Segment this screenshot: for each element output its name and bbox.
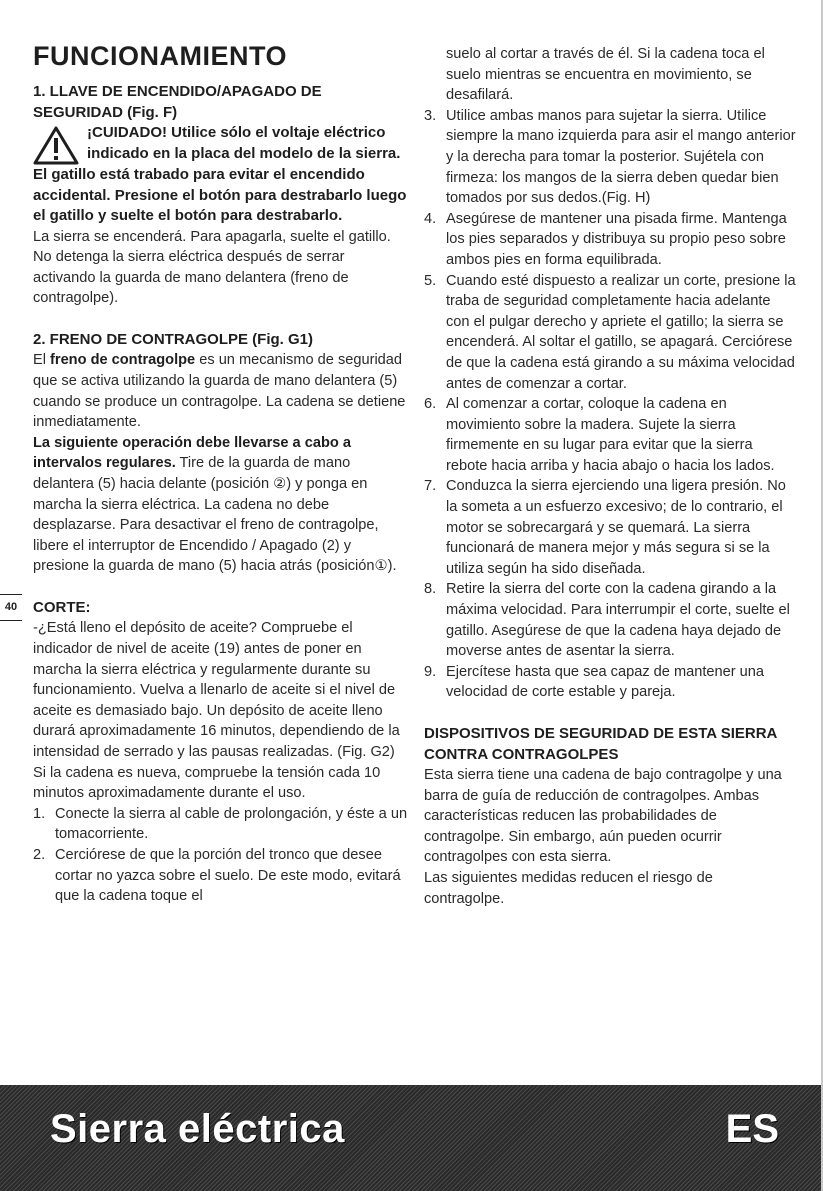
paragraph: La sierra se encenderá. Para apagarla, suelte el gatillo. <box>33 228 391 245</box>
paragraph: -¿Está lleno el depósito de aceite? Compruebe el indicador de nivel de aceite (19) antes de poner en marcha la sierra eléctrica y regularmente durante su funcionamiento. Vuelva a llenarlo de aceite si el nivel de aceite es demasiado bajo. Un depósito de aceite lleno durará aproximadamente 16 minutos, dependiendo de la intensidad de serrado y las pausas realizadas. (Fig. G2) <box>33 620 400 760</box>
list-item: 5. Cuando esté dispuesto a realizar un corte, presione la traba de seguridad completamente hacia adelante con el pulgar derecho y apriete el gatillo; la sierra se encenderá. Al soltar el gatillo, se apagará. Cerciórese de que la cadena está girando a su máxima velocidad antes de comenzar a cortar. <box>424 272 796 392</box>
paragraph: Las siguientes medidas reducen el riesgo de contragolpe. <box>424 869 713 907</box>
list-item: 1. Conecte la sierra al cable de prolongación, y éste a un tomacorriente. <box>33 805 408 843</box>
section-heading-safety-switch: 1. LLAVE DE ENCENDIDO/APAGADO DE SEGURIDAD (Fig. F) <box>33 83 322 121</box>
list-item: 2. Cerciórese de que la porción del tronco que desee cortar no yazca sobre el suelo. De este modo, evitará que la cadena toque el <box>33 846 401 905</box>
warning-block <box>33 123 409 165</box>
warning-text: ¡CUIDADO! Utilice sólo el voltaje eléctrico indicado en la placa del modelo de la sierra. <box>87 124 401 162</box>
trigger-lock-note: El gatillo está trabado para evitar el encendido accidental. Presione el botón para destrabarlo luego el gatillo y suelte el botón para destrabarlo. <box>33 166 407 224</box>
section-heading-cutting: CORTE: <box>33 598 91 616</box>
warning-triangle-icon <box>33 125 79 165</box>
paragraph: El freno de contragolpe es un mecanismo de seguridad que se activa utilizando la guarda de mano delantera (5) cuando se produce un contragolpe. La cadena se detiene inmediatamente. <box>33 352 406 431</box>
right-column <box>424 44 796 909</box>
page-title: FUNCIONAMIENTO <box>33 41 287 71</box>
list-item: 7. Conduzca la sierra ejerciendo una ligera presión. No la someta a un esfuerzo excesivo; de lo contrario, el motor se sobrecargará y se quemará. La sierra funcionará de manera mejor y más segura si se la utiliza según ha sido diseñada. <box>424 478 786 577</box>
paragraph-continuation: suelo al cortar a través de él. Si la cadena toca el suelo mientras se encuentra en movimiento, se desafilará. <box>446 46 765 104</box>
section-heading-safety-devices: DISPOSITIVOS DE SEGURIDAD DE ESTA SIERRA CONTRA CONTRAGOLPES <box>424 725 777 763</box>
left-column <box>33 40 409 907</box>
footer-language-code: ES <box>725 1107 779 1151</box>
steps-list-left <box>33 804 409 907</box>
page-number: 40 <box>0 594 22 621</box>
list-item: 4. Asegúrese de mantener una pisada firme. Mantenga los pies separados y distribuya su propio peso sobre ambos pies en forma equilibrada. <box>424 210 787 268</box>
section-heading-kickback-brake: 2. FRENO DE CONTRAGOLPE (Fig. G1) <box>33 330 314 348</box>
paragraph: No detenga la sierra eléctrica después de serrar activando la guarda de mano delantera (freno de contragolpe). <box>33 249 349 307</box>
list-item: 9. Ejercítese hasta que sea capaz de mantener una velocidad de corte estable y pareja. <box>424 663 765 701</box>
paragraph: La siguiente operación debe llevarse a cabo a intervalos regulares. Tire de la guarda de mano delantera (5) hacia delante (posición ②) y ponga en marcha la sierra eléctrica. La cadena no debe desplazarse. Para desactivar el freno de contragolpe, libere el interruptor de Encendido / Apagado (2) y presione la guarda de mano (5) hacia atrás (posición①). <box>33 434 397 575</box>
paragraph: Esta sierra tiene una cadena de bajo contragolpe y una barra de guía de reducción de contragolpes. Ambas características reducen las probabilidades de contragolpe. Sin embargo, aún pueden ocurrir contragolpes con esta sierra. <box>424 767 782 866</box>
footer-band <box>0 1085 823 1191</box>
list-item: 6. Al comenzar a cortar, coloque la cadena en movimiento sobre la madera. Sujete la sierra firmemente en su lugar para evitar que la sierra rebote hacia arriba y hacia abajo o hacia los lados. <box>424 396 775 474</box>
footer-product-title: Sierra eléctrica <box>50 1107 345 1151</box>
list-item: 3. Utilice ambas manos para sujetar la sierra. Utilice siempre la mano izquierda para asir el mango anterior y la derecha para tomar la posterior. Sujétela con firmeza: los mangos de la sierra deben quedar bien tomados por sus dedos.(Fig. H) <box>424 107 796 207</box>
list-item: 8. Retire la sierra del corte con la cadena girando a la máxima velocidad. Para interrumpir el corte, suelte el gatillo. Asegúrese de que la cadena haya dejado de moverse antes de asentar la sierra. <box>424 581 790 660</box>
paragraph: Si la cadena es nueva, compruebe la tensión cada 10 minutos aproximadamente durante el uso. <box>33 764 381 802</box>
steps-list-right <box>424 106 796 703</box>
